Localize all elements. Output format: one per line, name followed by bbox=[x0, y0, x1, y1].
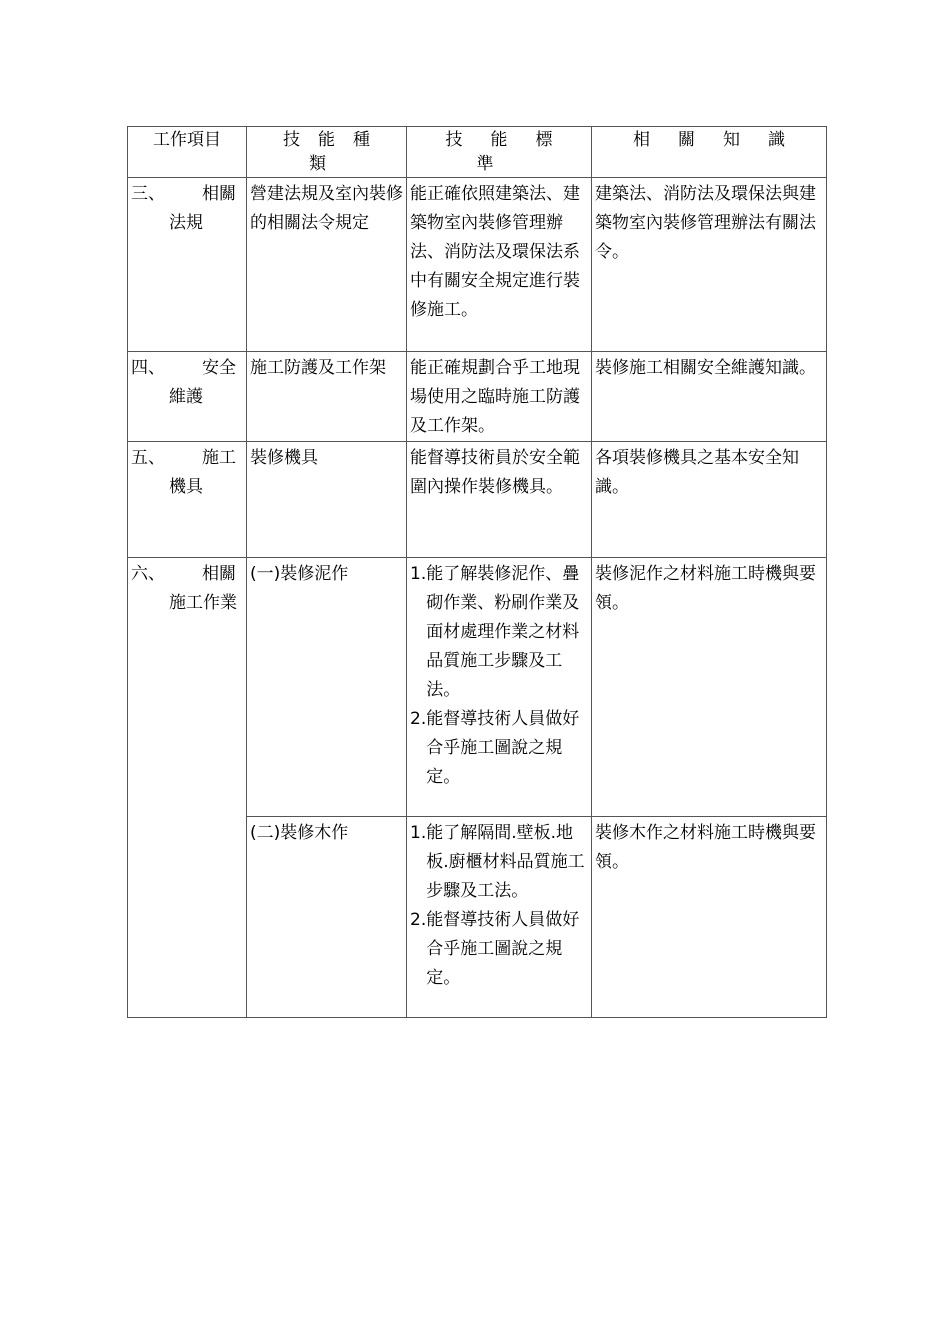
table-row bbox=[128, 178, 827, 352]
item-label-continued: 機具 bbox=[169, 477, 203, 497]
table-row bbox=[128, 442, 827, 558]
item-number: 五、 bbox=[131, 448, 165, 468]
standard-list bbox=[410, 560, 589, 792]
list-item: 2. 能督導技術人員做好合乎施工圖說之規定。 bbox=[410, 709, 580, 787]
item-number: 四、 bbox=[131, 358, 165, 378]
list-item: 1. 能了解隔間.壁板.地板.廚櫃材料品質施工步驟及工法。 bbox=[410, 823, 585, 901]
skill-standard-cell bbox=[407, 558, 592, 817]
skill-type-cell: (一)裝修泥作 bbox=[247, 558, 407, 817]
item-label-continued: 施工作業 bbox=[169, 593, 237, 613]
related-knowledge-cell: 建築法、消防法及環保法與建築物室內裝修管理辦法有關法令。 bbox=[592, 178, 827, 352]
item-label: 相關 bbox=[202, 184, 236, 204]
related-knowledge-cell: 各項裝修機具之基本安全知識。 bbox=[592, 442, 827, 558]
item-label: 安全 bbox=[202, 358, 236, 378]
related-knowledge-cell: 裝修施工相關安全維護知識。 bbox=[592, 352, 827, 442]
work-item-cell bbox=[128, 352, 247, 442]
item-label-continued: 維護 bbox=[169, 387, 203, 407]
skill-type-cell: 營建法規及室內裝修的相關法令規定 bbox=[247, 178, 407, 352]
skill-standard-cell bbox=[407, 817, 592, 1018]
item-number: 三、 bbox=[131, 184, 165, 204]
work-item-cell bbox=[128, 442, 247, 558]
header-skill-standard: 技能標準 bbox=[407, 127, 592, 178]
list-item: 2. 能督導技術人員做好合乎施工圖說之規定。 bbox=[410, 910, 580, 988]
item-label-continued: 法規 bbox=[169, 213, 203, 233]
skill-type-cell: (二)裝修木作 bbox=[247, 817, 407, 1018]
skill-type-cell: 施工防護及工作架 bbox=[247, 352, 407, 442]
skills-table bbox=[127, 126, 827, 1018]
header-related-knowledge: 相關知識 bbox=[592, 127, 827, 178]
skill-type-cell: 裝修機具 bbox=[247, 442, 407, 558]
table-row bbox=[128, 352, 827, 442]
table-row bbox=[128, 558, 827, 817]
header-row bbox=[128, 127, 827, 178]
standard-list bbox=[410, 819, 589, 993]
header-work-item: 工作項目 bbox=[128, 127, 247, 178]
skill-standard-cell: 能正確依照建築法、建築物室內裝修管理辦法、消防法及環保法系中有關安全規定進行裝修施工。 bbox=[407, 178, 592, 352]
skill-standard-cell: 能正確規劃合乎工地現場使用之臨時施工防護及工作架。 bbox=[407, 352, 592, 442]
header-skill-type: 技能種類 bbox=[247, 127, 407, 178]
item-label: 施工 bbox=[202, 448, 236, 468]
item-number: 六、 bbox=[131, 564, 165, 584]
related-knowledge-cell: 裝修木作之材料施工時機與要領。 bbox=[592, 817, 827, 1018]
skill-standard-cell: 能督導技術員於安全範圍內操作裝修機具。 bbox=[407, 442, 592, 558]
work-item-cell bbox=[128, 178, 247, 352]
work-item-cell bbox=[128, 558, 247, 1018]
item-label: 相關 bbox=[202, 564, 236, 584]
related-knowledge-cell: 裝修泥作之材料施工時機與要領。 bbox=[592, 558, 827, 817]
list-item: 1. 能了解裝修泥作、疊砌作業、粉刷作業及面材處理作業之材料品質施工步驟及工法。 bbox=[410, 564, 580, 700]
